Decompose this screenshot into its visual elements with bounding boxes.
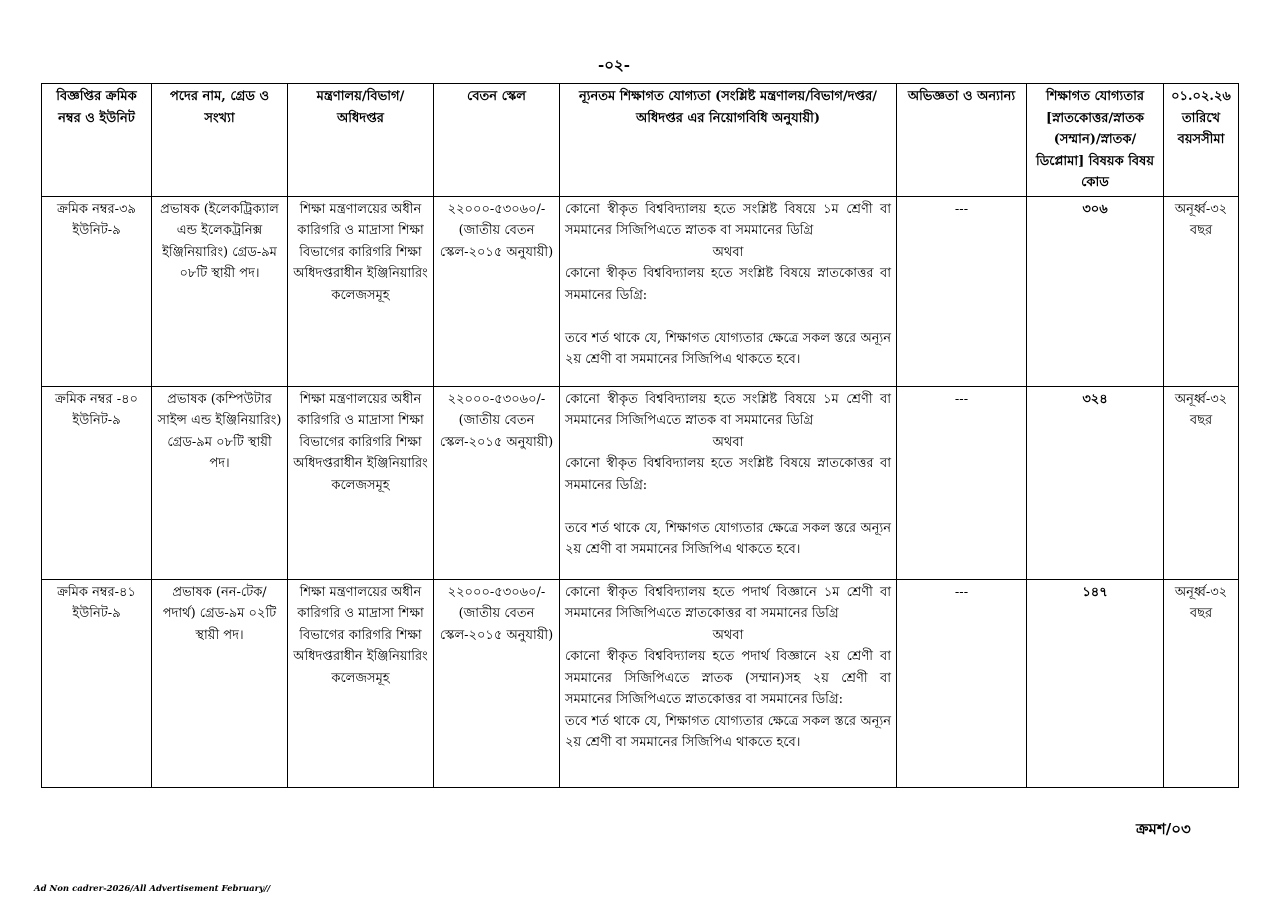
serial-cell: ক্রমিক নম্বর-৪১ ইউনিট-৯ (42, 579, 152, 787)
header-experience: অভিজ্ঞতা ও অন্যান্য (897, 84, 1027, 197)
qualification-option-2: কোনো স্বীকৃত বিশ্ববিদ্যালয় হতে পদার্থ বিজ্ঞানে ২য় শ্রেণী বা সমমানের সিজিপিএতে স্নাতক (সম্মান)সহ ২য় শ্রেণী বা সমমানের সিজিপিএতে স্নাতকোত্তর বা সমমানের ডিগ্রি: (565, 649, 891, 707)
qualification-option-1: কোনো স্বীকৃত বিশ্ববিদ্যালয় হতে পদার্থ বিজ্ঞানে ১ম শ্রেণী বা সমমানের সিজিপিএতে স্নাতকোত্তর বা সমমানের ডিগ্রি (565, 584, 891, 621)
serial-cell: ক্রমিক নম্বর-৩৯ ইউনিট-৯ (42, 196, 152, 386)
qualification-option-2: কোনো স্বীকৃত বিশ্ববিদ্যালয় হতে সংশ্লিষ্ট বিষয়ে স্নাতকোত্তর বা সমমানের ডিগ্রি: (565, 266, 891, 303)
qualification-or: অথবা (712, 434, 744, 450)
qualification-option-2: কোনো স্বীকৃত বিশ্ববিদ্যালয় হতে সংশ্লিষ্ট বিষয়ে স্নাতকোত্তর বা সমমানের ডিগ্রি: (565, 456, 891, 493)
age-limit-cell: অনূর্ধ্ব-৩২ বছর (1164, 386, 1239, 579)
ministry-cell: শিক্ষা মন্ত্রণালয়ের অধীন কারিগরি ও মাদ্রাসা শিক্ষা বিভাগের কারিগরি শিক্ষা অধিদপ্তরাধীন ইঞ্জিনিয়ারিং কলেজসমূহ (288, 579, 434, 787)
header-post: পদের নাম, গ্রেড ও সংখ্যা (152, 84, 288, 197)
age-limit-cell: অনূর্ধ্ব-৩২ বছর (1164, 579, 1239, 787)
subject-code-cell: ১৪৭ (1027, 579, 1164, 787)
footer-reference: Ad Non cadrer-2026/All Advertisement February// (34, 884, 271, 894)
header-qualification: ন্যূনতম শিক্ষাগত যোগ্যতা (সংশ্লিষ্ট মন্ত্রণালয়/বিভাগ/দপ্তর/ অধিদপ্তর এর নিয়োগবিধি অনুযায়ী) (560, 84, 897, 197)
subject-code-cell: ৩০৬ (1027, 196, 1164, 386)
table-row (42, 196, 1239, 386)
pay-scale-cell: ২২০০০-৫৩০৬০/- (জাতীয় বেতন স্কেল-২০১৫ অনুযায়ী) (434, 196, 560, 386)
post-cell: প্রভাষক (নন-টেক/পদার্থ) গ্রেড-৯ম ০২টি স্থায়ী পদ। (152, 579, 288, 787)
continued-marker: ক্রমশ/০৩ (1136, 820, 1191, 838)
experience-cell: --- (897, 196, 1027, 386)
qualification-cell (560, 196, 897, 386)
header-row (42, 84, 1239, 197)
qualification-condition: তবে শর্ত থাকে যে, শিক্ষাগত যোগ্যতার ক্ষেত্রে সকল স্তরে অন্যূন ২য় শ্রেণী বা সমমানের সিজিপিএ থাকতে হবে। (565, 520, 891, 557)
qualification-option-1: কোনো স্বীকৃত বিশ্ববিদ্যালয় হতে সংশ্লিষ্ট বিষয়ে ১ম শ্রেণী বা সমমানের সিজিপিএতে স্নাতক বা সমমানের ডিগ্রি (565, 201, 891, 238)
qualification-option-1: কোনো স্বীকৃত বিশ্ববিদ্যালয় হতে সংশ্লিষ্ট বিষয়ে ১ম শ্রেণী বা সমমানের সিজিপিএতে স্নাতক বা সমমানের ডিগ্রি (565, 391, 891, 428)
experience-cell: --- (897, 579, 1027, 787)
subject-code-cell: ৩২৪ (1027, 386, 1164, 579)
header-serial: বিজ্ঞপ্তির ক্রমিক নম্বর ও ইউনিট (42, 84, 152, 197)
qualification-or: অথবা (712, 244, 744, 260)
qualification-cell (560, 386, 897, 579)
post-cell: প্রভাষক (কম্পিউটার সাইন্স এন্ড ইঞ্জিনিয়ারিং) গ্রেড-৯ম ০৮টি স্থায়ী পদ। (152, 386, 288, 579)
qualification-condition: তবে শর্ত থাকে যে, শিক্ষাগত যোগ্যতার ক্ষেত্রে সকল স্তরে অন্যূন ২য় শ্রেণী বা সমমানের সিজিপিএ থাকতে হবে। (565, 713, 891, 750)
qualification-or: অথবা (712, 627, 744, 643)
ministry-cell: শিক্ষা মন্ত্রণালয়ের অধীন কারিগরি ও মাদ্রাসা শিক্ষা বিভাগের কারিগরি শিক্ষা অধিদপ্তরাধীন ইঞ্জিনিয়ারিং কলেজসমূহ (288, 196, 434, 386)
ministry-cell: শিক্ষা মন্ত্রণালয়ের অধীন কারিগরি ও মাদ্রাসা শিক্ষা বিভাগের কারিগরি শিক্ষা অধিদপ্তরাধীন ইঞ্জিনিয়ারিং কলেজসমূহ (288, 386, 434, 579)
page-number: -০২- (598, 56, 630, 74)
post-cell: প্রভাষক (ইলেকট্রিক্যাল এন্ড ইলেকট্রনিক্স ইঞ্জিনিয়ারিং) গ্রেড-৯ম ০৮টি স্থায়ী পদ। (152, 196, 288, 386)
header-subject-code: শিক্ষাগত যোগ্যতার [স্নাতকোত্তর/স্নাতক (সম্মান)/স্নাতক/ ডিপ্লোমা] বিষয়ক বিষয় কোড (1027, 84, 1164, 197)
recruitment-table (41, 83, 1239, 788)
header-ministry: মন্ত্রণালয়/বিভাগ/ অধিদপ্তর (288, 84, 434, 197)
serial-cell: ক্রমিক নম্বর -৪০ ইউনিট-৯ (42, 386, 152, 579)
table-row (42, 386, 1239, 579)
qualification-cell (560, 579, 897, 787)
pay-scale-cell: ২২০০০-৫৩০৬০/- (জাতীয় বেতন স্কেল-২০১৫ অনুযায়ী) (434, 579, 560, 787)
header-age-limit: ০১.০২.২৬ তারিখে বয়সসীমা (1164, 84, 1239, 197)
table-row (42, 579, 1239, 787)
age-limit-cell: অনূর্ধ্ব-৩২ বছর (1164, 196, 1239, 386)
experience-cell: --- (897, 386, 1027, 579)
qualification-condition: তবে শর্ত থাকে যে, শিক্ষাগত যোগ্যতার ক্ষেত্রে সকল স্তরে অন্যূন ২য় শ্রেণী বা সমমানের সিজিপিএ থাকতে হবে। (565, 330, 891, 367)
header-pay-scale: বেতন স্কেল (434, 84, 560, 197)
pay-scale-cell: ২২০০০-৫৩০৬০/- (জাতীয় বেতন স্কেল-২০১৫ অনুযায়ী) (434, 386, 560, 579)
